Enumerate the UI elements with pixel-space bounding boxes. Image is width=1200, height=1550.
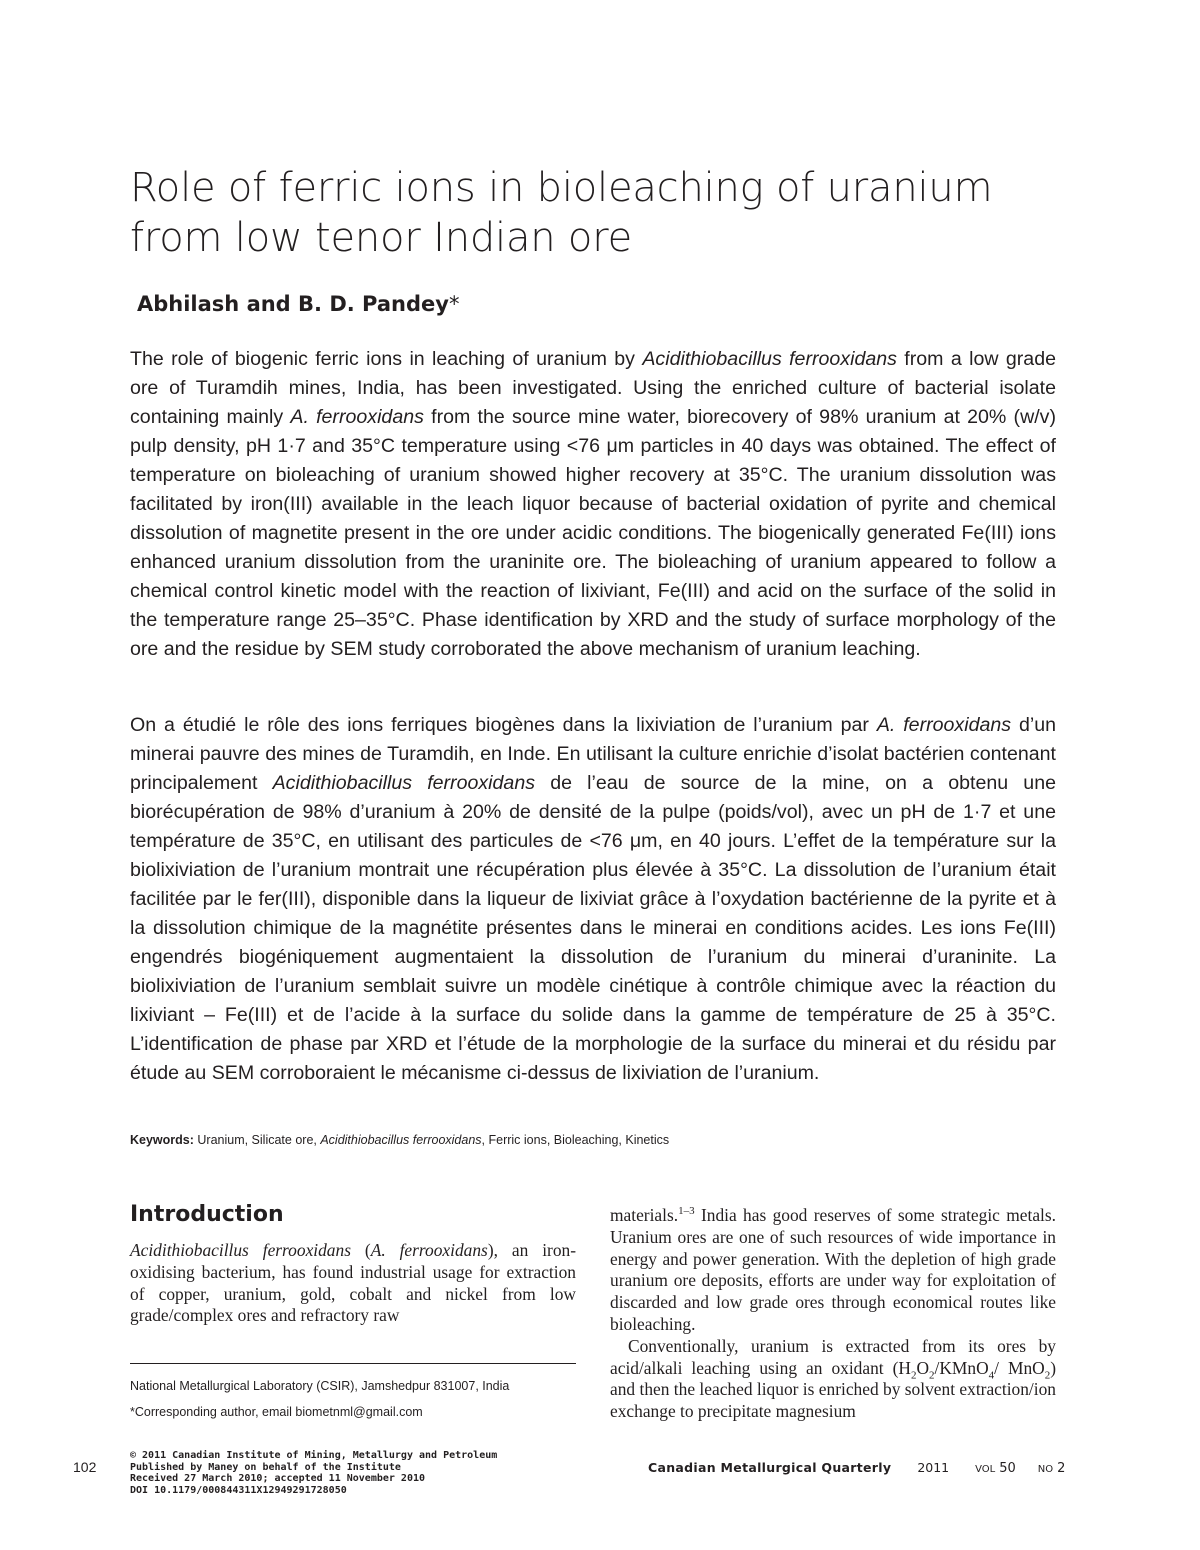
- copyright-line: © 2011 Canadian Institute of Mining, Metallurgy and Petroleum: [130, 1450, 498, 1461]
- corresponding-mark: *: [448, 292, 460, 316]
- footnote-divider: [130, 1363, 576, 1364]
- dates-line: Received 27 March 2010; accepted 11 November 2010: [130, 1473, 426, 1484]
- intro-paragraph-1-cont: materials.$^{1-3}$ India has good reserves of some strategic metals. Uranium ores are one of such resources of wide importance in energy and power generation. With the depletion of high grade uranium ore deposits, efforts are under way for exploitation of discarded and low grade ores through economical routes like bioleaching.: [610, 1205, 1056, 1334]
- column-right: [610, 1205, 1056, 1423]
- section-heading-introduction: Introduction: [130, 1202, 284, 1227]
- page-number: 102: [73, 1459, 97, 1475]
- volume-number: 50: [999, 1461, 1016, 1476]
- doi-line[interactable]: DOI 10.1179/000844311X12949291728050: [130, 1484, 347, 1496]
- column-left: [130, 1200, 576, 1327]
- publication-info: [130, 1450, 497, 1496]
- volume-label: VOL: [975, 1464, 996, 1475]
- publisher-line: Published by Maney on behalf of the Institute: [130, 1461, 401, 1473]
- affiliation-footnote: National Metallurgical Laboratory (CSIR), Jamshedpur 831007, India: [130, 1379, 510, 1393]
- keywords-label: Keywords:: [130, 1133, 194, 1147]
- issue-number: 2: [1057, 1461, 1066, 1476]
- abstract-english: The role of biogenic ferric ions in leaching of uranium by Acidithiobacillus ferrooxidans from a low grade ore of Turamdih mines, India, has been investigated. Using the enriched culture of bacterial isolate containing mainly A. ferrooxidans from the source mine water, biorecovery of 98% uranium at 20% (w/v) pulp density, pH 1·7 and 35°C temperature using <76 μm particles in 40 days was obtained. The effect of temperature on bioleaching of uranium showed higher recovery at 35°C. The uranium dissolution was facilitated by iron(III) available in the leach liquor because of bacterial oxidation of pyrite and chemical dissolution of magnetite present in the ore under acidic conditions. The biogenically generated Fe(III) ions enhanced uranium dissolution from the uraninite ore. The bioleaching of uranium appeared to follow a chemical control kinetic model with the reaction of lixiviant, Fe(III) and acid on the surface of the solid in the temperature range 25–35°C. Phase identification by XRD and the study of surface morphology of the ore and the residue by SEM study corroborated the above mechanism of uranium leaching.: [130, 348, 1056, 660]
- issue-label: NO: [1037, 1464, 1054, 1475]
- reference-marker[interactable]: 1–3: [678, 1205, 695, 1218]
- corresponding-author-footnote: *Corresponding author, email biometnml@gmail.com: [130, 1405, 423, 1419]
- journal-name: Canadian Metallurgical Quarterly: [648, 1460, 892, 1475]
- journal-footer: [648, 1460, 1065, 1476]
- keywords: Keywords: Uranium, Silicate ore, Acidithiobacillus ferrooxidans, Ferric ions, Bioleaching, Kinetics: [130, 1133, 670, 1147]
- author-line: [137, 292, 459, 316]
- author-names: Abhilash and B. D. Pandey: [137, 292, 449, 316]
- abstract-french: On a étudié le rôle des ions ferriques biogènes dans la lixiviation de l’uranium par A. ferrooxidans d’un minerai pauvre des mines de Turamdih, en Inde. En utilisant la culture enrichie d’isolat bactérien contenant principalement Acidithiobacillus ferrooxidans de l’eau de source de la mine, on a obtenu une biorécupération de 98% d’uranium à 20% de densité de la pulpe (poids/vol), avec un pH de 1·7 et une température de 35°C, en utilisant des particules de <76 μm, en 40 jours. L’effet de la température sur la biolixiviation de l’uranium montrait une récupération plus élevée à 35°C. La dissolution de l’uranium était facilitée par le fer(III), disponible dans la liqueur de lixiviat grâce à l’oxydation bactérienne de la pyrite et à la dissolution chimique de la magnétite présentes dans le minerai en conditions acides. Les ions Fe(III) engendrés biogéniquement augmentaient la dissolution de l’uranium du minerai d’uraninite. La biolixiviation de l’uranium semblait suivre un modèle cinétique à contrôle chimique avec la réaction du lixiviant – Fe(III) et de l’acide à la surface du solide dans la gamme de température de 25 à 35°C. L’identification de phase par XRD et l’étude de la morphologie de la surface du minerai et du résidu par étude au SEM corroboraient le mécanisme ci-dessus de lixiviation de l’uranium.: [130, 714, 1057, 1084]
- article-title: Role of ferric ions in bioleaching of uranium from low tenor Indian ore: [130, 165, 993, 261]
- journal-year: 2011: [917, 1460, 950, 1475]
- intro-paragraph-2: Conventionally, uranium is extracted from its ores by acid/alkali leaching using an oxidant ($H_2O_2/KMnO_4/$ MnO$_2$) and then the leached liquor is enriched by solvent extraction/ion exchange to precipitate magnesium: [610, 1335, 1056, 1422]
- intro-paragraph-1: Acidithiobacillus ferrooxidans (A. ferrooxidans), an iron-oxidising bacterium, has found industrial usage for extraction of copper, uranium, gold, cobalt and nickel from low grade/complex ores and refractory raw: [130, 1240, 577, 1326]
